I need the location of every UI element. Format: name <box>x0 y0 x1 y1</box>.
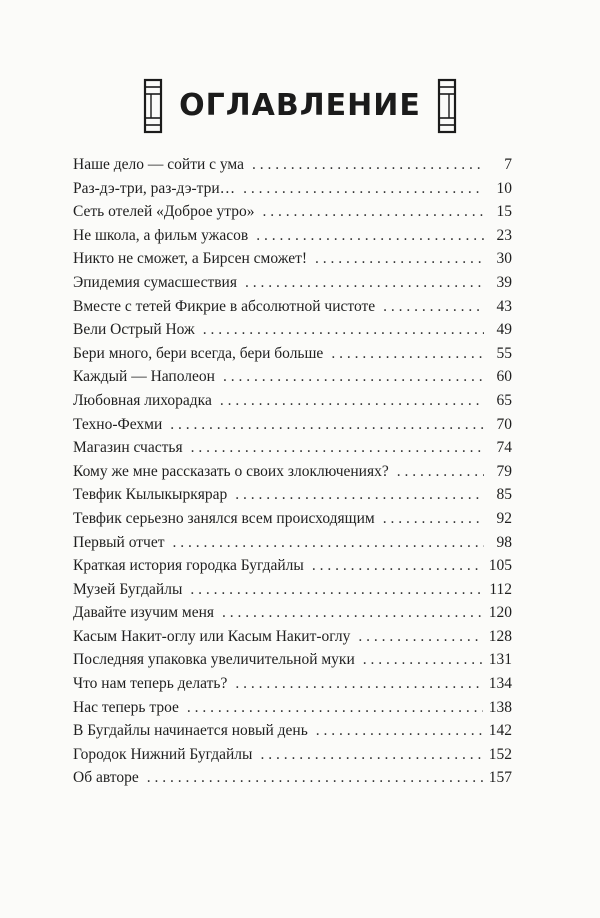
toc-entry-page: 131 <box>488 651 512 669</box>
dot-leader <box>262 200 484 224</box>
toc-entry[interactable] <box>73 200 512 224</box>
toc-entry-title: Сеть отелей «Доброе утро» <box>73 203 255 221</box>
toc-entry-title: В Бугдайлы начинается новый день <box>73 722 308 740</box>
toc-entry-page: 85 <box>496 486 512 504</box>
left-bracket-icon <box>143 78 165 134</box>
toc-entry-title: Техно-Фехми <box>73 415 163 433</box>
toc-entry-title: Городок Нижний Бугдайлы <box>73 745 253 763</box>
toc-entry[interactable] <box>73 672 512 696</box>
toc-entry-page: 70 <box>496 415 512 433</box>
toc-entry[interactable] <box>73 271 512 295</box>
toc-entry-title: Краткая история городка Бугдайлы <box>73 557 304 575</box>
dot-leader <box>316 719 483 743</box>
toc-entry[interactable] <box>73 648 512 672</box>
toc-entry[interactable] <box>73 719 512 743</box>
dot-leader <box>383 295 484 319</box>
toc-entry-page: 7 <box>504 156 512 173</box>
toc-entry-page: 55 <box>496 344 512 362</box>
dot-leader <box>260 743 482 767</box>
dot-leader <box>220 389 484 413</box>
dot-leader <box>363 648 483 672</box>
toc-entry[interactable] <box>73 460 512 484</box>
heading-block <box>0 75 600 137</box>
toc-entry[interactable] <box>73 483 512 507</box>
toc-entry-page: 39 <box>496 273 512 291</box>
toc-entry-page: 10 <box>496 179 512 197</box>
toc-entry-page: 30 <box>496 250 512 268</box>
toc-entry-page: 134 <box>488 675 512 693</box>
dot-leader <box>331 342 484 366</box>
dot-leader <box>190 578 483 602</box>
toc-entry-page: 105 <box>488 557 512 575</box>
toc-entry-page: 79 <box>496 462 512 480</box>
toc-entry-title: Магазин счастья <box>73 439 183 457</box>
toc-entry-title: Первый отчет <box>73 533 165 551</box>
toc-entry-page: 152 <box>488 745 512 763</box>
dot-leader <box>235 672 482 696</box>
dot-leader <box>187 696 483 720</box>
toc-entry[interactable] <box>73 295 512 319</box>
toc-entry[interactable] <box>73 601 512 625</box>
toc-entry-page: 112 <box>489 580 512 598</box>
toc-entry-title: Касым Накит-оглу или Касым Накит-оглу <box>73 627 351 645</box>
toc-entry[interactable] <box>73 436 512 460</box>
dot-leader <box>191 436 484 460</box>
toc-entry-page: 65 <box>496 391 512 409</box>
toc-entry[interactable] <box>73 389 512 413</box>
dot-leader <box>222 601 483 625</box>
dot-leader <box>147 766 483 790</box>
toc-entry-title: Наше дело — сойти с ума <box>73 156 245 173</box>
toc-entry-title: Бери много, бери всегда, бери больше <box>73 344 324 362</box>
dot-leader <box>252 153 484 177</box>
toc-entry[interactable] <box>73 365 512 389</box>
dot-leader <box>223 365 484 389</box>
toc-entry[interactable] <box>73 578 512 602</box>
toc-entry-page: 128 <box>488 627 512 645</box>
dot-leader <box>312 554 483 578</box>
dot-leader <box>235 483 484 507</box>
toc-entry[interactable] <box>73 224 512 248</box>
toc-entry-title: Тевфик серьезно занялся всем происходящим <box>73 509 375 527</box>
dot-leader <box>245 271 484 295</box>
toc-entry[interactable] <box>73 413 512 437</box>
toc-entry-title: Эпидемия сумасшествия <box>73 273 237 291</box>
toc-entry-page: 138 <box>488 698 512 716</box>
toc-entry-title: Нас теперь трое <box>73 698 179 716</box>
toc-entry-title: Последняя упаковка увеличительной муки <box>73 651 355 669</box>
toc-entry[interactable] <box>73 766 512 790</box>
toc-entry-title: Об авторе <box>73 769 139 787</box>
toc-entry-title: Никто не сможет, а Бирсен сможет! <box>73 250 308 268</box>
toc-entry-title: Давайте изучим меня <box>73 604 214 622</box>
toc-entry-title: Тевфик Кылыкыркярар <box>73 486 228 504</box>
toc-entry[interactable] <box>73 554 512 578</box>
toc-entry[interactable] <box>73 342 512 366</box>
toc-entry-title: Каждый — Наполеон <box>73 368 215 386</box>
dot-leader <box>243 177 484 201</box>
toc-entry-title: Кому же мне рассказать о своих злоключениях? <box>73 462 389 480</box>
toc-entry-title: Вели Острый Нож <box>73 321 195 339</box>
dot-leader <box>203 318 484 342</box>
table-of-contents <box>73 153 512 790</box>
heading-frame <box>143 78 457 134</box>
toc-entry[interactable] <box>73 531 512 555</box>
toc-entry-page: 142 <box>488 722 512 740</box>
toc-entry-page: 98 <box>496 533 512 551</box>
dot-leader <box>397 460 484 484</box>
right-bracket-icon <box>435 78 457 134</box>
dot-leader <box>256 224 484 248</box>
page-title: ОГЛАВЛЕНИЕ <box>179 88 421 123</box>
dot-leader <box>315 247 484 271</box>
toc-entry-title: Музей Бугдайлы <box>73 580 183 598</box>
toc-entry-title: Вместе с тетей Фикрие в абсолютной чистоте <box>73 297 376 315</box>
dot-leader <box>383 507 484 531</box>
toc-entry[interactable] <box>73 743 512 767</box>
toc-entry-title: Раз-дэ-три, раз-дэ-три… <box>73 179 236 197</box>
toc-entry-page: 23 <box>496 226 512 244</box>
toc-entry[interactable] <box>73 696 512 720</box>
toc-entry-page: 49 <box>496 321 512 339</box>
toc-entry-page: 157 <box>488 769 512 787</box>
toc-entry-page: 15 <box>496 203 512 221</box>
dot-leader <box>173 531 485 555</box>
toc-entry-page: 43 <box>496 297 512 315</box>
toc-entry[interactable] <box>73 153 512 177</box>
toc-entry-page: 74 <box>496 439 512 457</box>
toc-entry-page: 92 <box>496 509 512 527</box>
toc-entry[interactable] <box>73 318 512 342</box>
toc-entry-page: 60 <box>496 368 512 386</box>
toc-entry[interactable] <box>73 625 512 649</box>
toc-entry-title: Не школа, а фильм ужасов <box>73 226 249 244</box>
dot-leader <box>358 625 482 649</box>
toc-entry-page: 120 <box>488 604 512 622</box>
toc-entry[interactable] <box>73 507 512 531</box>
toc-entry[interactable] <box>73 247 512 271</box>
toc-entry[interactable] <box>73 177 512 201</box>
toc-entry-title: Любовная лихорадка <box>73 391 212 409</box>
toc-entry-title: Что нам теперь делать? <box>73 675 228 693</box>
dot-leader <box>170 413 484 437</box>
